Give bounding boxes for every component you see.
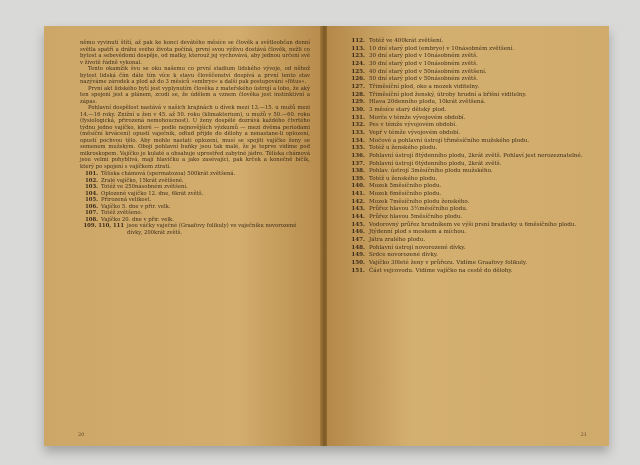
list-item [341, 53, 589, 61]
item-text: Oplozené vajíčko 12. dne, 6krát zvětš. [101, 190, 204, 197]
item-number: 145. [351, 221, 365, 228]
item-number: 109. 110, 111 [83, 223, 124, 229]
item-number: 148. [351, 244, 365, 251]
item-number: 105. [85, 197, 98, 203]
list-item [341, 183, 589, 191]
page-number: 21 [580, 431, 587, 438]
item-number: 113. [351, 45, 365, 52]
left-page-text [80, 40, 310, 236]
item-number: 101. [85, 171, 98, 177]
item-number: 151. [351, 267, 365, 274]
paragraph: První akt lidského bytí jest vyplynutím člověka z mateřského ústrojí a lobo, že aký ten spojení jest a plánem, zcodí se, že údělem a vznem člověka jest instinktivní a zápas. [80, 85, 310, 105]
paragraph: Tento okamžik švu se oku našemu co první stadium lidského vývoje, od něhož bytost lidská čím dále tím více k stavu člověčenství dospívá a první tento stav nazýváme zárodek a plod až do 3 měsíců »embryo« a další pak postupování »fötus«. [80, 66, 310, 85]
list-item [341, 153, 589, 161]
list-item [341, 252, 589, 260]
item-text: Vepř v témže vývojovém období. [369, 129, 461, 136]
item-number: 137. [351, 160, 365, 167]
item-number: 124. [351, 60, 365, 67]
item-text: Průřez hlavou 5měsíčního plodu. [369, 214, 463, 221]
item-text: Játra zralého plodu. [369, 237, 426, 244]
item-number: 138. [351, 168, 365, 175]
paragraph: němu vyvinutí štítí, až pak ke konci devátého měsíce se člověk a světloobčan denní světla spatří a dráhu svého života počíná, první svou výživu dostává člověk, nežli co bytost a sebevědomí dospěje, od matky, kterouž jej vychovává, aby jednou určení své v životě řádně vykonal. [80, 40, 310, 66]
item-text: Totéž u ženského plodu. [369, 145, 438, 152]
item-number: 133. [351, 129, 365, 136]
list-item [341, 61, 589, 69]
item-text: Mozek 7měsíčního plodu ženského. [369, 198, 470, 205]
list-item [341, 38, 589, 46]
list-item [341, 122, 589, 130]
list-item [341, 107, 589, 115]
item-number: 128. [351, 91, 365, 98]
item-number: 108. [85, 216, 98, 223]
list-item [341, 168, 589, 176]
item-number: 127. [351, 83, 365, 90]
item-text: Přirozená velikost. [101, 197, 152, 203]
item-text: Pohlavní ústrojí 8týdenního plodu, 2krát zvětš. Pohlaví jest nerozeznatelné. [369, 152, 583, 159]
item-number: 103. [85, 184, 98, 190]
item-number: 144. [351, 214, 365, 221]
list-item [341, 145, 589, 153]
item-text: Totéž ve 400krát zvětšení. [369, 38, 444, 44]
item-text: Totéž ve 250násobném zvětšení. [101, 184, 188, 190]
item-text: Pes v témže vývojovém období. [369, 122, 457, 129]
item-text: Vajíčko 20. dne v přir. velk. [101, 216, 174, 223]
item-number: 126. [351, 76, 365, 83]
item-text: Tělíska chámová (spermatozoa) 500krát zvětšená. [101, 171, 236, 177]
item-text: Jtýdenní plod s moskem a míchou. [369, 229, 467, 236]
item-text: Část vejcovodu. Vidíme vajíčko na cestě do dělohy. [369, 267, 513, 274]
item-text: Morče v témže vývojovém období. [369, 114, 466, 121]
item-text: Pohlavní ústrojí novorozené dívky. [369, 244, 466, 251]
item-number: 131. [351, 114, 365, 121]
item-text: Močové a pohlavní ústrojí třiměsíčního mužského plodu. [369, 137, 530, 144]
item-text: Mozek 5měsíčního plodu. [369, 183, 442, 190]
item-number: 142. [351, 198, 365, 205]
item-text: Srdce novorozené dívky. [369, 252, 438, 259]
right-page-list [341, 38, 589, 275]
paragraph: Pohlavní dospělost nastává v našich krajinách u dívek mezi 13.—15. u mužů mezi 14.—16 roky. Znižní u žen v 45. až 50. roku (klimakterium), u mužů v 50.—60. roku (fysiologická, přirozená nemohoucnost). U ženy dospělé dozrává každého čtvrtého týdnu jedno vajíčko, které — podle nejnovějších výzkumů — mezi dvěma periodami (měsíční krvácení) opustí vaječník, odtud přijde do dělohy a nenastane-li oplození, opustí pochvou tělo. Aby mohlo nastati oplození, musí se spojiti vajíčko ženy se semenem mužským. Oboji pohlavní buňky jsou tak malé, že je teprve vidíme pod mikroskopem. Vajíčko je kulaté a obsahuje uprostřed zabytné jádro. Tělíska chámová jsou velmi pohyblivá, mají hlavičku a jako zasévající, pak krček a konečně bičík, který po spojení s vajíčkem ztratí. [80, 105, 310, 170]
item-number: 106. [85, 203, 98, 210]
list-item [341, 84, 589, 92]
item-number: 141. [351, 191, 365, 198]
list-item [341, 237, 589, 245]
item-text: 50 dní starý plod v 50násobném zvětš. [369, 76, 478, 83]
item-text: 30 dní starý plod v 10násobném zvětš. [369, 53, 478, 60]
list-item [341, 260, 589, 268]
item-number: 123. [351, 53, 365, 60]
item-number: 149. [351, 252, 365, 259]
item-number: 129. [351, 99, 365, 106]
item-text: jsou váčky vaječné (Graafovy folikuly) ve vaječníku novorozené dívky, 200krát zvětš. [127, 223, 297, 236]
item-number: 136. [351, 152, 365, 159]
item-text: Vajíčko 5. dne v přir. velk. [101, 203, 171, 210]
item-text: Mozek 6měsíčního plodu. [369, 191, 442, 198]
item-number: 139. [351, 175, 365, 182]
item-text: Totéž u ženského plodu. [369, 175, 438, 182]
item-text: Hlava 20denního plodu, 10krát zvětšená. [369, 99, 486, 106]
item-number: 135. [351, 145, 365, 152]
item-text: Třiměsíční plod, oko a mozek viditelny. [369, 83, 480, 90]
page-number: 20 [78, 431, 85, 438]
item-number: 107. [85, 210, 98, 216]
item-number: 146. [351, 229, 365, 236]
item-number: 104. [85, 190, 98, 197]
list-item [341, 99, 589, 107]
figure-list [80, 171, 310, 236]
item-number: 130. [351, 106, 365, 113]
open-booklet [44, 26, 609, 446]
item-text: Průřez hlavou 3½měsíčního plodu. [369, 206, 468, 213]
item-number: 102. [85, 177, 98, 184]
list-item [341, 161, 589, 169]
right-page [327, 26, 609, 446]
item-number: 143. [351, 206, 365, 213]
item-text: 40 dní starý plod v 50násobném zvětšení. [369, 68, 487, 75]
item-text: Třiměsíční plod ženský, útroby hrudní a břišní viditelny. [369, 91, 527, 98]
list-item [341, 206, 589, 214]
item-number: 140. [351, 183, 365, 190]
item-text: 10 dní starý plod (embryo) v 10násobném zvětšení. [369, 45, 515, 52]
list-item [341, 191, 589, 199]
item-text: Vajíčko 30leté ženy v průřezu. Vidíme Graafovy folikuly. [369, 260, 528, 267]
item-text: Totéž zvětšeno. [101, 210, 143, 216]
item-text: Vodorovný průřez hrudníkem ve výši prsní bradavky u 6měsíčního plodu. [369, 221, 577, 228]
list-item [80, 223, 310, 236]
left-page [44, 26, 322, 446]
item-text: 30 dní starý plod v 10násobném zvětš. [369, 60, 478, 67]
item-number: 125. [351, 68, 365, 75]
item-number: 134. [351, 137, 365, 144]
item-number: 150. [351, 260, 365, 267]
item-number: 132. [351, 122, 365, 129]
item-text: Pohlavní ústrojí 6týdenního plodu, 2krát zvětš. [369, 160, 502, 167]
item-text: Zralé vajíčko, 15krát zvětšené. [101, 177, 184, 184]
list-item [341, 268, 589, 276]
item-number: 147. [351, 237, 365, 244]
list-item [341, 130, 589, 138]
item-text: Pohlav. ústrojí 3měsíčního plodu mužského. [369, 168, 493, 175]
list-item [341, 229, 589, 237]
list-item [341, 76, 589, 84]
item-number: 112. [351, 38, 365, 44]
list-item [341, 214, 589, 222]
item-text: 3 měsíce starý dětský plod. [369, 106, 447, 113]
